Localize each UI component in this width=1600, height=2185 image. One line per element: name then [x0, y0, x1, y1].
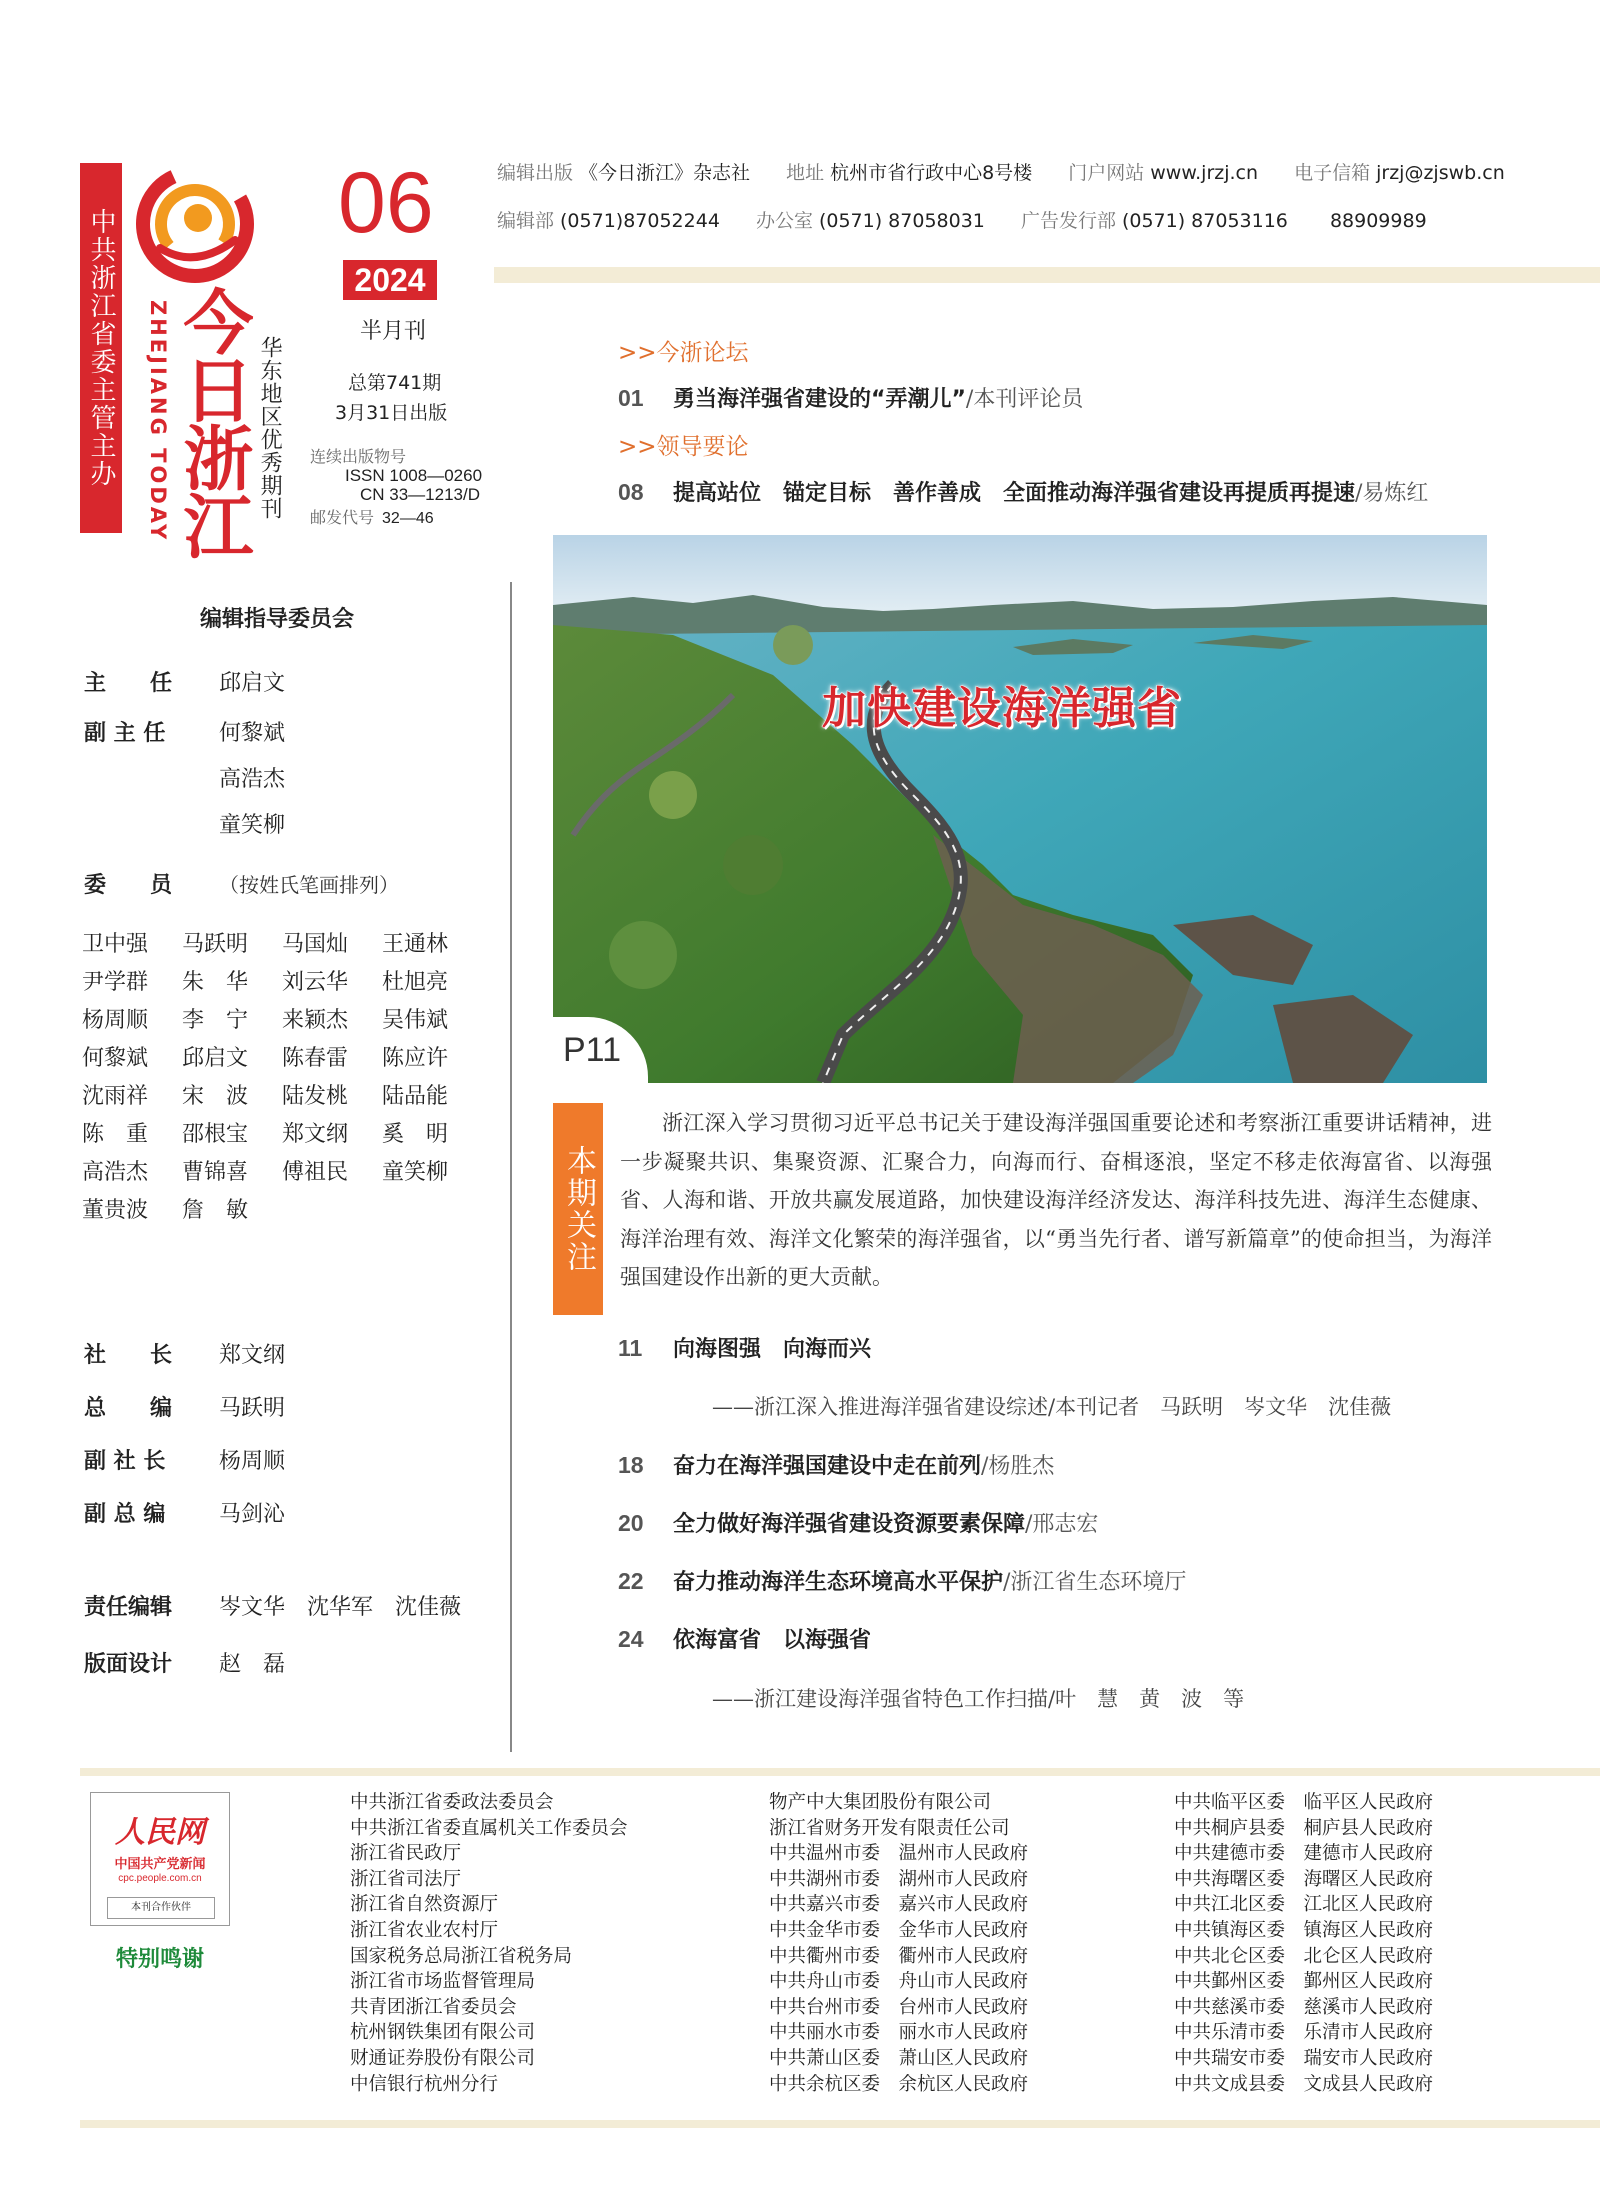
- website-link[interactable]: www.jrzj.cn: [1150, 162, 1259, 184]
- member-name: 奚 明: [382, 1122, 449, 1147]
- toc-item-11-subtitle: ——浙江深入推进海洋强省建设综述/本刊记者 马跃明 岑文华 沈佳薇: [712, 1395, 1392, 1419]
- member-name: 傅祖民: [282, 1160, 349, 1185]
- toc-item-20[interactable]: 20 全力做好海洋强省建设资源要素保障/邢志宏: [618, 1510, 1099, 1537]
- magazine-title-en: ZHEJIANG TODAY: [146, 300, 170, 543]
- column-divider: [510, 582, 512, 1752]
- frequency: 半月刊: [360, 319, 427, 344]
- member-name: 童笑柳: [382, 1160, 449, 1185]
- section-label-leaders: >>领导要论: [618, 434, 749, 460]
- member-name: 邵根宝: [182, 1122, 249, 1147]
- member-name: 刘云华: [282, 970, 349, 995]
- vice-director-row: 副 主 任 何黎斌: [84, 721, 286, 746]
- cover-title: 加快建设海洋强省: [822, 683, 1182, 734]
- vice-director-row: 童笑柳: [219, 813, 286, 838]
- member-name: 陈春雷: [282, 1046, 349, 1071]
- staff-row: 总 编 马跃明: [84, 1396, 286, 1421]
- staff-row: 版面设计 赵 磊: [84, 1652, 286, 1677]
- focus-tag: 本期关注: [553, 1103, 603, 1315]
- toc-item-22[interactable]: 22 奋力推动海洋生态环境高水平保护/浙江省生态环境厅: [618, 1568, 1187, 1595]
- member-name: 沈雨祥: [82, 1084, 149, 1109]
- honor-text: 华东地区优秀期刊: [257, 336, 283, 520]
- footer-divider-bottom: [80, 2120, 1600, 2128]
- member-name: 陈应许: [382, 1046, 449, 1071]
- thanks-label: 特别鸣谢: [116, 1946, 205, 1972]
- member-name: 詹 敏: [182, 1198, 249, 1223]
- member-name: 卫中强: [82, 932, 149, 957]
- acknowledgement-col-3: 中共临平区委 临平区人民政府 中共桐庐县委 桐庐县人民政府 中共建德市委 建德市人民政府 中共海曙区委 海曙区人民政府 中共江北区委 江北区人民政府 中共镇海区委 镇海区人民政府 中共北仑区委 北仑区人民政府 中共鄞州区委 鄞州区人民政府 中共慈溪市委 慈溪市人民政府 中共乐清市委 乐清市人民政府 中共瑞安市委 瑞安市人民政府 中共文成县委 文成县人民政府: [1174, 1792, 1434, 2095]
- toc-item-24[interactable]: 24 依海富省 以海强省: [618, 1626, 872, 1653]
- member-name: 吴伟斌: [382, 1008, 449, 1033]
- toc-item-08[interactable]: 08 提高站位 锚定目标 善作善成 全面推动海洋强省建设再提质再提速/易炼红: [618, 479, 1429, 506]
- member-name: 陈 重: [82, 1122, 149, 1147]
- member-name: 马国灿: [282, 932, 349, 957]
- total-issue: 总第741期: [348, 372, 442, 394]
- magazine-logo-icon: [130, 160, 260, 290]
- toc-item-18[interactable]: 18 奋力在海洋强国建设中走在前列/杨胜杰: [618, 1452, 1055, 1479]
- members-heading: 委 员 （按姓氏笔画排列）: [84, 873, 399, 898]
- member-name: 杨周顺: [82, 1008, 149, 1033]
- toc-item-01[interactable]: 01 勇当海洋强省建设的“弄潮儿”/本刊评论员: [618, 385, 1084, 412]
- member-list: [82, 930, 482, 1225]
- vice-director-row: 高浩杰: [219, 767, 286, 792]
- member-name: 尹学群: [82, 970, 149, 995]
- member-name: 郑文纲: [282, 1122, 349, 1147]
- member-name: 王通林: [382, 932, 449, 957]
- acknowledgement-col-1: 中共浙江省委政法委员会 中共浙江省委直属机关工作委员会 浙江省民政厅 浙江省司法厅 浙江省自然资源厅 浙江省农业农村厅 国家税务总局浙江省税务局 浙江省市场监督管理局 共青团浙江省委员会 杭州钢铁集团有限公司 财通证券股份有限公司 中信银行杭州分行: [350, 1792, 628, 2095]
- magazine-title-cn: 今日浙江: [172, 286, 255, 558]
- member-name: 曹锦喜: [182, 1160, 249, 1185]
- issue-number: 06: [338, 155, 434, 251]
- board-title: 编辑指导委员会: [200, 607, 355, 632]
- cover-page-ref[interactable]: P11: [553, 1017, 648, 1083]
- year-badge: 2024: [343, 260, 437, 300]
- toc-item-11[interactable]: 11 向海图强 向海而兴: [618, 1335, 872, 1362]
- sponsor-text: 中共浙江省委主管主办: [86, 208, 116, 488]
- issn: ISSN 1008—0260: [345, 466, 483, 485]
- member-name: 邱启文: [182, 1046, 249, 1071]
- staff-row: 责任编辑 岑文华 沈华军 沈佳薇: [84, 1595, 462, 1620]
- cover-photo: [553, 535, 1487, 1083]
- member-name: 陆品能: [382, 1084, 449, 1109]
- member-name: 来颖杰: [282, 1008, 349, 1033]
- coastal-road-image: [553, 535, 1487, 1083]
- serial-label: 连续出版物号: [310, 447, 407, 466]
- contact-row-2: 编辑部 (0571)87052244 办公室 (0571) 87058031 广告发行部 (0571) 87053116 88909989: [497, 210, 1427, 232]
- cn-number: CN 33—1213/D: [360, 485, 481, 504]
- people-daily-logo-icon: 人民网: [115, 1815, 205, 1850]
- member-name: 李 宁: [182, 1008, 249, 1033]
- director-row: 主 任 邱启文: [84, 671, 286, 696]
- focus-paragraph: 浙江深入学习贯彻习近平总书记关于建设海洋强国重要论述和考察浙江重要讲话精神，进一步凝聚共识、集聚资源、汇聚合力，向海而行、奋楫逐浪，坚定不移走依海富省、以海强省、人海和谐、开放共赢发展道路，加快建设海洋经济发达、海洋科技先进、海洋生态健康、海洋治理有效、海洋文化繁荣的海洋强省，以“勇当先行者、谱写新篇章”的使命担当，为海洋强国建设作出新的更大贡献。: [620, 1111, 1492, 1289]
- email-link[interactable]: jrzj@zjswb.cn: [1376, 162, 1505, 184]
- contact-row-1: 编辑出版 《今日浙江》杂志社 地址 杭州市省行政中心8号楼 门户网站 www.jrzj.cn 电子信箱 jrzj@zjswb.cn: [497, 162, 1505, 184]
- member-name: 马跃明: [182, 932, 249, 957]
- member-name: 董贵波: [82, 1198, 149, 1223]
- member-name: 何黎斌: [82, 1046, 149, 1071]
- member-name: 宋 波: [182, 1084, 249, 1109]
- member-name: 陆发桃: [282, 1084, 349, 1109]
- footer-divider-top: [80, 1768, 1600, 1776]
- staff-row: 副 社 长 杨周顺: [84, 1449, 286, 1474]
- section-label-forum: >>今浙论坛: [618, 340, 749, 366]
- partner-logo-box[interactable]: 人民网 中国共产党新闻 cpc.people.com.cn 本刊合作伙伴: [90, 1792, 230, 1926]
- header-divider: [494, 267, 1600, 283]
- acknowledgement-col-2: 物产中大集团股份有限公司 浙江省财务开发有限责任公司 中共温州市委 温州市人民政府 中共湖州市委 湖州市人民政府 中共嘉兴市委 嘉兴市人民政府 中共金华市委 金华市人民政府 中共衢州市委 衢州市人民政府 中共舟山市委 舟山市人民政府 中共台州市委 台州市人民政府 中共丽水市委 丽水市人民政府 中共萧山区委 萧山区人民政府 中共余杭区委 余杭区人民政府: [769, 1792, 1029, 2095]
- postal-code: 邮发代号 32—46: [310, 508, 434, 527]
- staff-row: 社 长 郑文纲: [84, 1343, 286, 1368]
- member-name: 高浩杰: [82, 1160, 149, 1185]
- publication-date: 3月31日出版: [335, 402, 448, 424]
- member-name: 杜旭亮: [382, 970, 449, 995]
- member-name: 朱 华: [182, 970, 249, 995]
- staff-row: 副 总 编 马剑沁: [84, 1502, 286, 1527]
- toc-item-24-subtitle: ——浙江建设海洋强省特色工作扫描/叶 慧 黄 波 等: [712, 1687, 1245, 1711]
- sponsor-bar: [80, 163, 122, 533]
